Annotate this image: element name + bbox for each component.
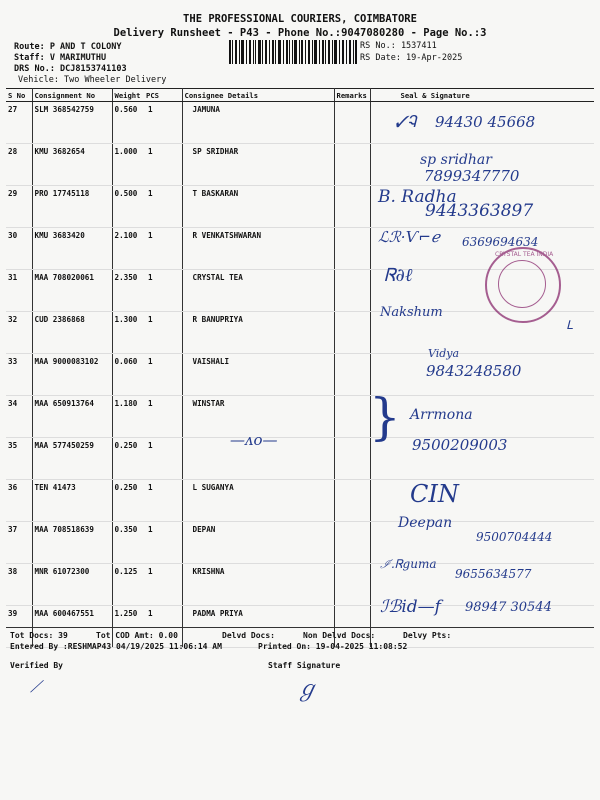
cell-pcs: 1 — [144, 396, 182, 438]
cell-consignment-no: MAA 577450259 — [32, 438, 112, 480]
cell-remarks — [334, 228, 370, 270]
cell-weight: 0.250 — [112, 480, 144, 522]
cell-consignment-no: MAA 9000083102 — [32, 354, 112, 396]
cell-pcs: 1 — [144, 102, 182, 144]
table-row — [6, 480, 594, 522]
column-header-signature: Seal & Signature — [370, 89, 594, 102]
cell-pcs: 1 — [144, 438, 182, 480]
cell-sno: 28 — [6, 144, 32, 186]
column-header-pcs: PCS — [144, 89, 182, 102]
cell-remarks — [334, 438, 370, 480]
cell-pcs: 1 — [144, 480, 182, 522]
printed-on: Printed On: 19-04-2025 11:08:52 — [258, 642, 408, 651]
handwritten-phone-38: 9655634577 — [455, 567, 532, 581]
cell-sno: 27 — [6, 102, 32, 144]
cell-consignment-no: KMU 3683420 — [32, 228, 112, 270]
cell-weight: 0.250 — [112, 438, 144, 480]
cell-consignee: R VENKATSHWARAN — [182, 228, 334, 270]
handwritten-name-35: Arrmona — [410, 407, 473, 423]
signature-31: Ꮢ∂ℓ — [384, 265, 413, 286]
cell-consignment-no: TEN 41473 — [32, 480, 112, 522]
cell-consignment-no: PRO 17745118 — [32, 186, 112, 228]
cell-consignee: KRISHNA — [182, 564, 334, 606]
handwritten-phone-35: 9500209003 — [412, 436, 508, 454]
cell-consignee: WINSTAR — [182, 396, 334, 438]
cell-weight: 1.250 — [112, 606, 144, 648]
handwritten-name-33: Vidya — [428, 347, 460, 360]
non-delivered-docs: Non Delvd Docs: — [303, 631, 376, 640]
cell-sno: 34 — [6, 396, 32, 438]
cell-remarks — [334, 354, 370, 396]
cell-sno: 38 — [6, 564, 32, 606]
verified-by-label: Verified By — [10, 661, 63, 670]
vehicle-label: Vehicle: Two Wheeler Delivery — [18, 75, 167, 85]
cell-sno: 37 — [6, 522, 32, 564]
total-docs: Tot Docs: 39 — [10, 631, 68, 640]
cell-remarks — [334, 186, 370, 228]
cell-consignment-no: MAA 708020061 — [32, 270, 112, 312]
cell-consignee: CRYSTAL TEA — [182, 270, 334, 312]
handwritten-phone-30: 6369694634 — [462, 235, 539, 249]
entered-by: Entered By :RESHMAP43 04/19/2025 11:06:14 AM — [10, 642, 222, 651]
cell-remarks — [334, 144, 370, 186]
handwritten-name-28: sp sridhar — [420, 152, 492, 168]
cell-weight: 1.300 — [112, 312, 144, 354]
cell-pcs: 1 — [144, 312, 182, 354]
rs-number: RS No.: 1537411 — [360, 41, 437, 51]
handwritten-name-37: Deepan — [398, 515, 453, 531]
cell-weight: 2.100 — [112, 228, 144, 270]
company-seal-stamp — [485, 247, 561, 323]
cell-sno: 32 — [6, 312, 32, 354]
drs-label: DRS No.: DCJ8153741103 — [14, 64, 127, 74]
cell-weight: 1.000 — [112, 144, 144, 186]
handwritten-phone-33: 9843248580 — [426, 362, 522, 380]
cell-consignment-no: CUD 2386868 — [32, 312, 112, 354]
route-label: Route: P AND T COLONY — [14, 42, 122, 52]
cell-sno: 29 — [6, 186, 32, 228]
column-header-sno: S No — [6, 89, 32, 102]
handwritten-phone-29: 9443363897 — [425, 201, 534, 221]
cell-remarks — [334, 396, 370, 438]
cell-sno: 33 — [6, 354, 32, 396]
cell-consignment-no: MAA 708518639 — [32, 522, 112, 564]
barcode — [229, 40, 357, 64]
cell-weight: 0.350 — [112, 522, 144, 564]
cell-pcs: 1 — [144, 186, 182, 228]
cell-consignment-no: MNR 61072300 — [32, 564, 112, 606]
signature-39: ℐℬid—f — [380, 597, 441, 617]
column-header-remarks: Remarks — [334, 89, 370, 102]
cell-pcs: 1 — [144, 144, 182, 186]
cell-consignee: PADMA PRIYA — [182, 606, 334, 648]
cell-consignment-no: MAA 600467551 — [32, 606, 112, 648]
signature-30: ℒℛ·Ѵ⌐ℯ — [378, 228, 440, 246]
cell-pcs: 1 — [144, 354, 182, 396]
cell-consignee: JAMUNA — [182, 102, 334, 144]
staff-label: Staff: V MARIMUTHU — [14, 53, 107, 63]
cell-remarks — [334, 480, 370, 522]
cell-remarks — [334, 564, 370, 606]
company-title: THE PROFESSIONAL COURIERS, COIMBATORE — [183, 13, 417, 25]
cell-remarks — [334, 270, 370, 312]
table-header-row — [6, 89, 594, 102]
handwritten-phone-37: 9500704444 — [476, 530, 553, 544]
cell-consignee: L SUGANYA — [182, 480, 334, 522]
cell-pcs: 1 — [144, 270, 182, 312]
cell-weight: 2.350 — [112, 270, 144, 312]
cell-consignee: SP SRIDHAR — [182, 144, 334, 186]
cell-consignee: T BASKARAN — [182, 186, 334, 228]
handwritten-phone-28: 7899347770 — [424, 167, 520, 185]
cell-consignment-no: KMU 3682654 — [32, 144, 112, 186]
rs-date: RS Date: 19-Apr-2025 — [360, 53, 463, 63]
signature-27: ✓Ꮈ — [395, 112, 417, 131]
verified-by-signature: ⟋ — [30, 677, 42, 696]
cell-sno: 31 — [6, 270, 32, 312]
handwritten-phone-27: 94430 45668 — [435, 113, 536, 131]
cell-sno: 39 — [6, 606, 32, 648]
column-header-weight: Weight — [112, 89, 144, 102]
signature-32: Nakshum — [380, 305, 443, 320]
cell-pcs: 1 — [144, 228, 182, 270]
handwritten-initials-36: CIN — [410, 480, 459, 508]
cell-consignment-no: SLM 368542759 — [32, 102, 112, 144]
runsheet-title: Delivery Runsheet - P43 - Phone No.:9047080280 - Page No.:3 — [113, 27, 487, 39]
seal-text: CRYSTAL TEA INDIA — [495, 251, 554, 258]
signature-38: ℐ.Ꮢguma — [380, 557, 437, 571]
cell-signature — [370, 396, 594, 438]
total-cod: Tot COD Amt: 0.00 — [96, 631, 178, 640]
cell-weight: 1.180 — [112, 396, 144, 438]
delivery-points: Delvy Pts: — [403, 631, 452, 640]
table-bottom-rule — [6, 627, 594, 628]
staff-signature-label: Staff Signature — [268, 661, 341, 670]
column-header-consignment: Consignment No — [32, 89, 112, 102]
cell-sno: 35 — [6, 438, 32, 480]
cell-pcs: 1 — [144, 564, 182, 606]
stray-mark: ᒪ — [566, 318, 573, 332]
cell-consignee: DEPAN — [182, 522, 334, 564]
cell-sno: 30 — [6, 228, 32, 270]
cell-remarks — [334, 522, 370, 564]
column-header-consignee: Consignee Details — [182, 89, 334, 102]
cell-weight: 0.125 — [112, 564, 144, 606]
cell-weight: 0.560 — [112, 102, 144, 144]
cell-remarks — [334, 312, 370, 354]
handwritten-name-29: B. Radha — [378, 187, 457, 207]
cell-weight: 0.500 — [112, 186, 144, 228]
cell-consignee: VAISHALI — [182, 354, 334, 396]
cell-remarks — [334, 102, 370, 144]
cell-weight: 0.060 — [112, 354, 144, 396]
cell-sno: 36 — [6, 480, 32, 522]
bracket-mark: } — [369, 388, 401, 446]
staff-signature-mark: ℊ — [296, 677, 319, 702]
delivered-docs: Delvd Docs: — [222, 631, 275, 640]
cell-pcs: 1 — [144, 522, 182, 564]
cell-pcs: 1 — [144, 606, 182, 648]
cell-consignee: R BANUPRIYA — [182, 312, 334, 354]
cell-consignment-no: MAA 650913764 — [32, 396, 112, 438]
consignee-mark-35: —ᴧo— — [230, 431, 278, 449]
table-row — [6, 396, 594, 438]
handwritten-phone-39: 98947 30544 — [465, 600, 552, 615]
